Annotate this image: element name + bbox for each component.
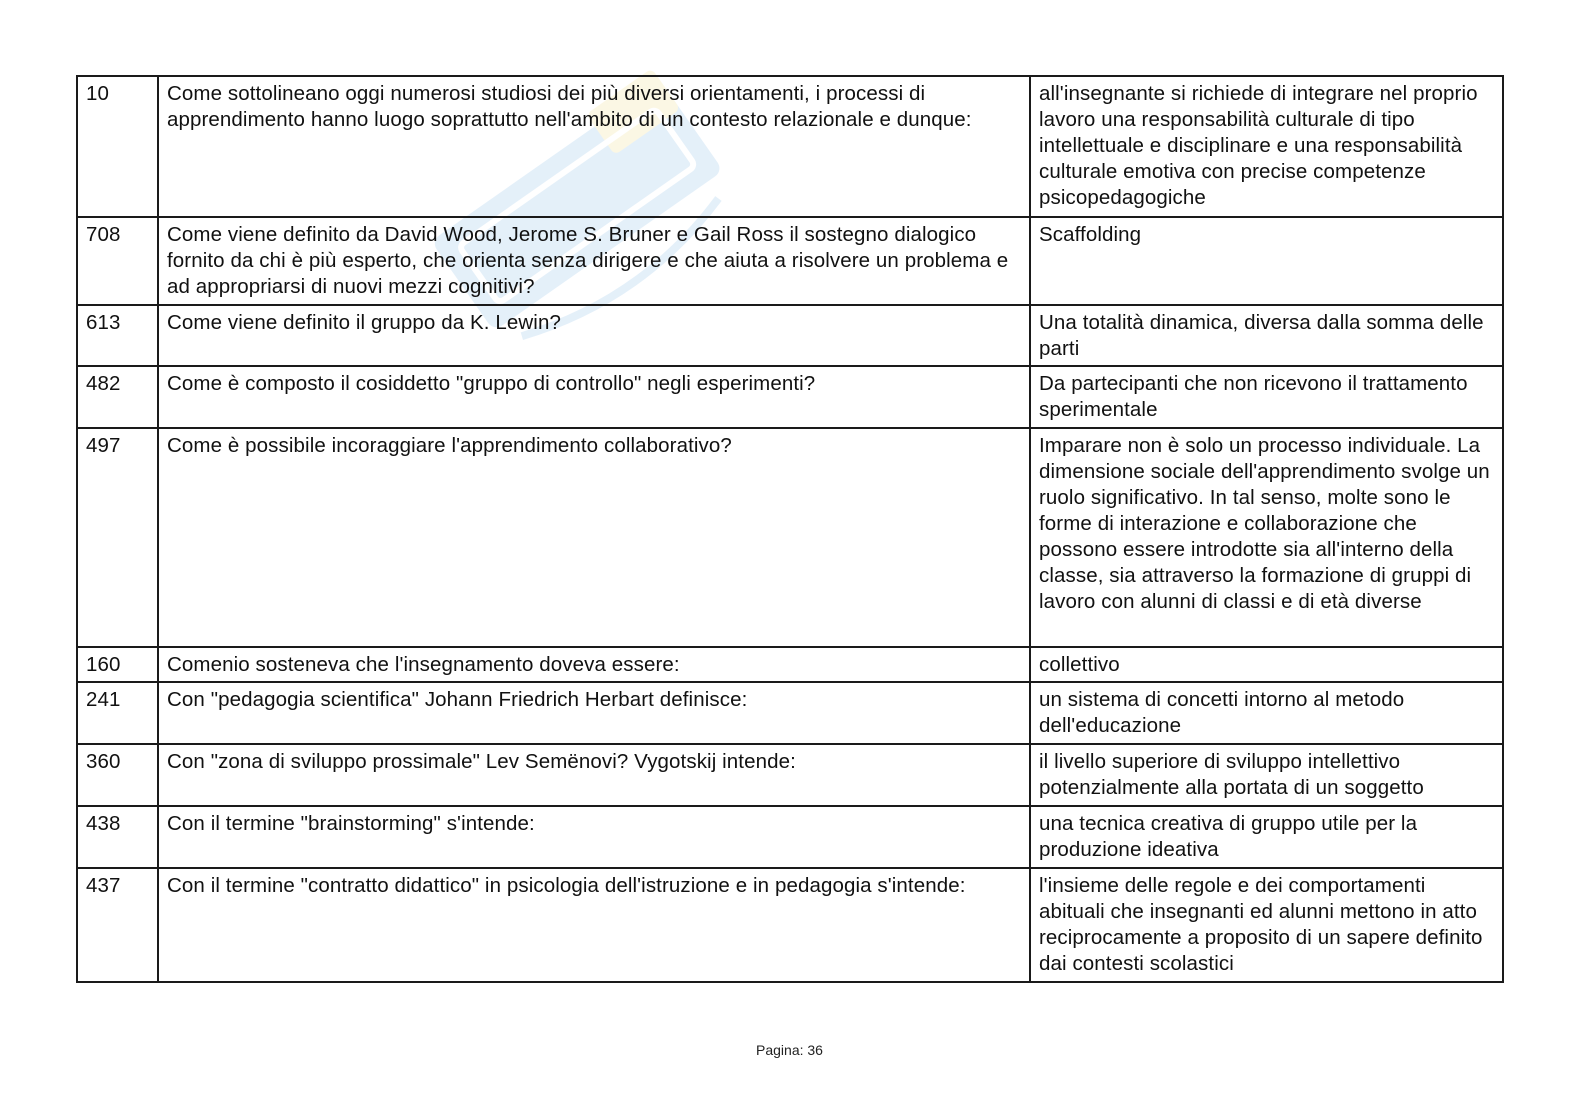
- row-question: Come viene definito il gruppo da K. Lewin?: [158, 305, 1030, 366]
- row-question: Con "pedagogia scientifica" Johann Friedrich Herbart definisce:: [158, 682, 1030, 744]
- page-number: Pagina: 36: [756, 1042, 823, 1058]
- row-id: 241: [77, 682, 158, 744]
- table-row: [77, 682, 1503, 744]
- row-question: Con il termine "contratto didattico" in psicologia dell'istruzione e in pedagogia s'intende:: [158, 868, 1030, 982]
- row-id: 10: [77, 76, 158, 217]
- table-row: [77, 366, 1503, 428]
- row-answer: Imparare non è solo un processo individuale. La dimensione sociale dell'apprendimento svolge un ruolo significativo. In tal senso, molte sono le forme di interazione e collaborazione che possono essere introdotte sia all'interno della classe, sia attraverso la formazione di gruppi di lavoro con alunni di classi e di età diverse: [1030, 428, 1503, 647]
- row-id: 497: [77, 428, 158, 647]
- row-question: Come sottolineano oggi numerosi studiosi dei più diversi orientamenti, i processi di apprendimento hanno luogo soprattutto nell'ambito di un contesto relazionale e dunque:: [158, 76, 1030, 217]
- row-question: Con "zona di sviluppo prossimale" Lev Semënovi? Vygotskij intende:: [158, 744, 1030, 806]
- table-row: [77, 217, 1503, 305]
- row-question: Con il termine "brainstorming" s'intende:: [158, 806, 1030, 868]
- row-question: Come è composto il cosiddetto "gruppo di controllo" negli esperimenti?: [158, 366, 1030, 428]
- row-answer: l'insieme delle regole e dei comportamenti abituali che insegnanti ed alunni mettono in atto reciprocamente a proposito di un sapere definito dai contesti scolastici: [1030, 868, 1503, 982]
- row-id: 438: [77, 806, 158, 868]
- table-row: [77, 806, 1503, 868]
- row-id: 482: [77, 366, 158, 428]
- row-answer: il livello superiore di sviluppo intellettivo potenzialmente alla portata di un soggetto: [1030, 744, 1503, 806]
- table-row: [77, 744, 1503, 806]
- table-row: [77, 428, 1503, 647]
- row-answer: Da partecipanti che non ricevono il trattamento sperimentale: [1030, 366, 1503, 428]
- table-row: [77, 305, 1503, 366]
- row-id: 437: [77, 868, 158, 982]
- row-answer: all'insegnante si richiede di integrare nel proprio lavoro una responsabilità culturale di tipo intellettuale e disciplinare e una responsabilità culturale emotiva con precise competenze psicopedagogiche: [1030, 76, 1503, 217]
- row-id: 160: [77, 647, 158, 682]
- row-answer: Una totalità dinamica, diversa dalla somma delle parti: [1030, 305, 1503, 366]
- qa-table: [76, 75, 1504, 983]
- row-answer: un sistema di concetti intorno al metodo dell'educazione: [1030, 682, 1503, 744]
- table-row: [77, 868, 1503, 982]
- row-question: Come è possibile incoraggiare l'apprendimento collaborativo?: [158, 428, 1030, 647]
- row-question: Come viene definito da David Wood, Jerome S. Bruner e Gail Ross il sostegno dialogico fornito da chi è più esperto, che orienta senza dirigere e che aiuta a risolvere un problema e ad appropriarsi di nuovi mezzi cognitivi?: [158, 217, 1030, 305]
- row-answer: Scaffolding: [1030, 217, 1503, 305]
- row-id: 613: [77, 305, 158, 366]
- row-question: Comenio sosteneva che l'insegnamento doveva essere:: [158, 647, 1030, 682]
- table-row: [77, 76, 1503, 217]
- row-answer: una tecnica creativa di gruppo utile per la produzione ideativa: [1030, 806, 1503, 868]
- row-id: 708: [77, 217, 158, 305]
- row-id: 360: [77, 744, 158, 806]
- table-row: [77, 647, 1503, 682]
- row-answer: collettivo: [1030, 647, 1503, 682]
